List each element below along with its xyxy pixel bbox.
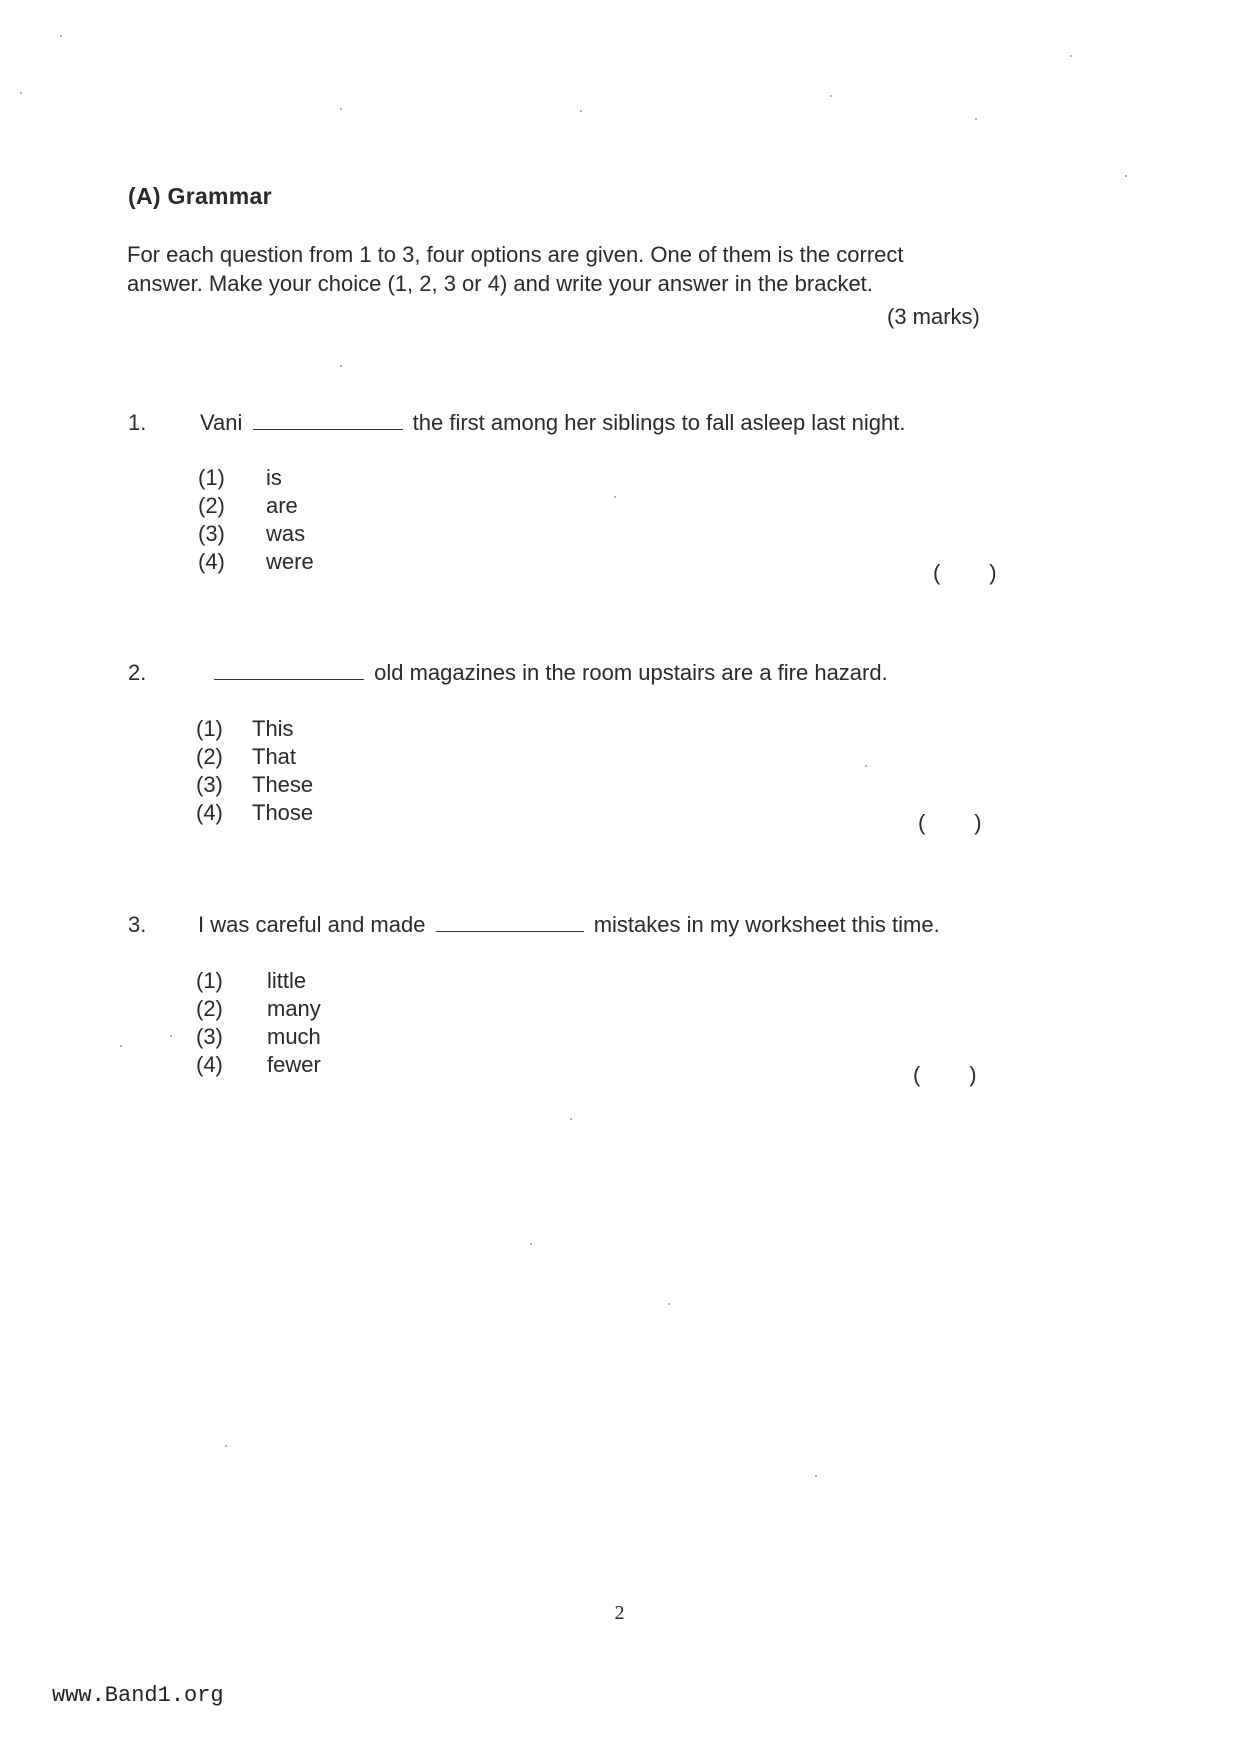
options-list xyxy=(196,967,321,1079)
answer-blank xyxy=(214,661,364,680)
instructions-line: For each question from 1 to 3, four options are given. One of them is the correct xyxy=(127,242,904,267)
option xyxy=(196,743,313,771)
stem-after: old magazines in the room upstairs are a fire hazard. xyxy=(374,660,888,685)
option-text: This xyxy=(252,716,294,741)
option xyxy=(196,1023,321,1051)
option-number: (4) xyxy=(198,549,225,574)
scan-speck xyxy=(1070,55,1072,57)
option-number: (4) xyxy=(196,1052,223,1077)
scan-speck xyxy=(614,496,616,498)
stem-before: I was careful and made xyxy=(198,912,426,937)
option-text: That xyxy=(252,744,297,769)
option-number: (1) xyxy=(198,465,225,490)
question-stem xyxy=(210,660,888,686)
instructions-line: answer. Make your choice (1, 2, 3 or 4) and write your answer in the bracket. xyxy=(127,271,873,296)
option-text: little xyxy=(267,968,307,993)
option-text: was xyxy=(266,521,306,546)
stem-before: Vani xyxy=(200,410,243,435)
instructions xyxy=(127,240,997,298)
scan-speck xyxy=(865,765,867,767)
option-text: Those xyxy=(252,800,314,825)
options-list xyxy=(198,464,314,576)
scan-speck xyxy=(975,118,977,120)
option xyxy=(196,995,321,1023)
option-text: are xyxy=(266,493,298,518)
question-number: 1. xyxy=(128,410,147,435)
option xyxy=(198,548,314,576)
option xyxy=(196,715,313,743)
footer-url: www.Band1.org xyxy=(52,1683,224,1708)
page-number: 2 xyxy=(614,1602,625,1624)
answer-bracket[interactable]: ( ) xyxy=(933,560,997,585)
option-number: (2) xyxy=(196,744,223,769)
option-number: (3) xyxy=(198,521,225,546)
option xyxy=(196,967,321,995)
option-number: (2) xyxy=(196,996,223,1021)
scan-speck xyxy=(830,95,832,97)
option xyxy=(198,520,314,548)
option-text: many xyxy=(267,996,321,1021)
answer-bracket[interactable]: ( ) xyxy=(913,1062,977,1087)
option-text: These xyxy=(252,772,314,797)
stem-after: the first among her siblings to fall asleep last night. xyxy=(412,410,906,435)
scan-speck xyxy=(340,108,342,110)
scan-speck xyxy=(580,110,582,112)
option-number: (1) xyxy=(196,968,223,993)
scan-speck xyxy=(20,92,22,94)
options-list xyxy=(196,715,313,827)
scan-speck xyxy=(530,1243,532,1245)
option-text: were xyxy=(266,549,314,574)
scan-speck xyxy=(225,1445,227,1447)
option-text: fewer xyxy=(267,1052,321,1077)
stem-after: mistakes in my worksheet this time. xyxy=(593,912,940,937)
question-stem xyxy=(198,912,940,938)
question-number: 3. xyxy=(128,912,147,937)
scan-speck xyxy=(1125,175,1127,177)
option xyxy=(196,799,313,827)
option-number: (3) xyxy=(196,1024,223,1049)
marks-label: (3 marks) xyxy=(887,304,980,329)
option-number: (2) xyxy=(198,493,225,518)
scan-speck xyxy=(340,365,342,367)
option-text: is xyxy=(266,465,282,490)
option xyxy=(196,771,313,799)
option xyxy=(198,492,314,520)
question-number: 2. xyxy=(128,660,147,685)
scan-speck xyxy=(815,1475,817,1477)
scan-speck xyxy=(120,1045,122,1047)
scan-speck xyxy=(170,1035,172,1037)
scan-speck xyxy=(60,35,62,37)
option-number: (4) xyxy=(196,800,223,825)
scan-speck xyxy=(570,1118,572,1120)
answer-blank xyxy=(253,411,403,430)
option-number: (1) xyxy=(196,716,223,741)
question-stem xyxy=(200,410,905,436)
scan-speck xyxy=(668,1303,670,1305)
option xyxy=(198,464,314,492)
answer-blank xyxy=(436,913,584,932)
option xyxy=(196,1051,321,1079)
section-title: (A) Grammar xyxy=(128,183,272,209)
option-text: much xyxy=(267,1024,321,1049)
answer-bracket[interactable]: ( ) xyxy=(918,810,982,835)
option-number: (3) xyxy=(196,772,223,797)
